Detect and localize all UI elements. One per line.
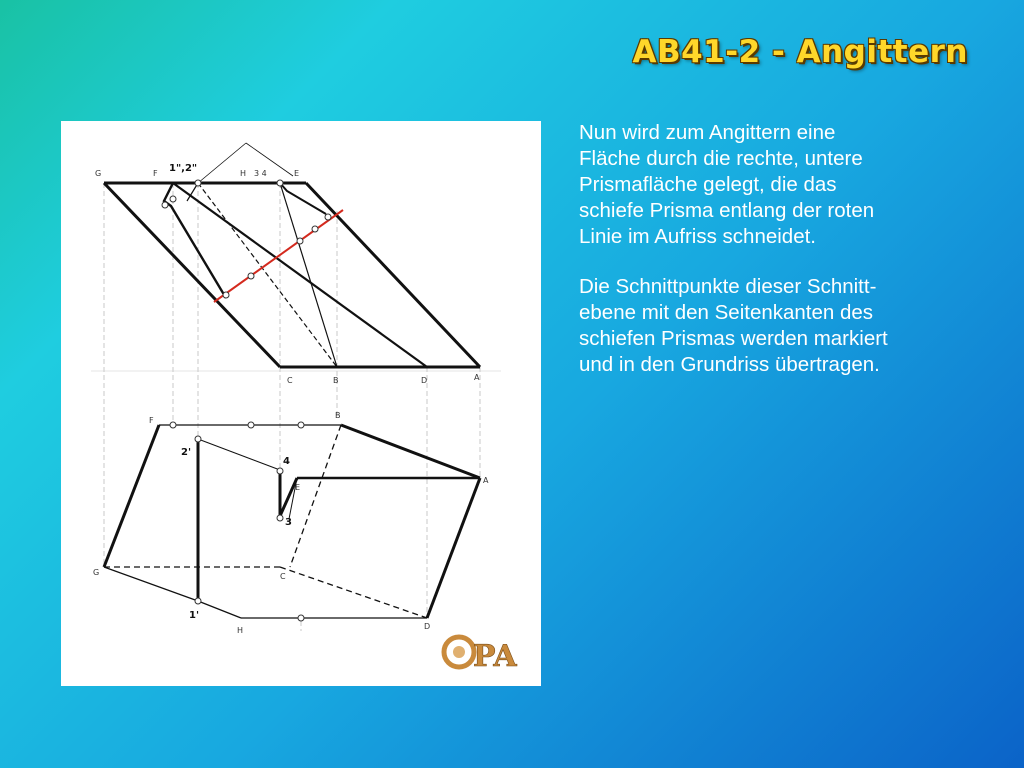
label-e-bottom: E — [295, 483, 301, 492]
label-f-top: F — [153, 169, 158, 178]
opa-logo — [444, 637, 517, 674]
label-b-top: B — [333, 376, 339, 385]
label-f-bottom: F — [149, 416, 154, 425]
label-d-top: D — [421, 376, 428, 385]
section-line-red — [214, 210, 343, 302]
label-d-bottom: D — [424, 622, 431, 631]
label-e-top: E — [294, 169, 300, 178]
label-1-bottom: 1' — [189, 610, 200, 621]
label-c-bottom: C — [280, 572, 286, 581]
label-4-bottom: 4 — [283, 456, 290, 467]
grundriss-view — [104, 425, 480, 618]
label-a-top: A — [474, 373, 480, 382]
slide-title: AB41-2 - Angittern — [632, 34, 968, 70]
reference-lines — [104, 183, 480, 631]
label-g-top: G — [95, 169, 102, 178]
label-a-bottom: A — [483, 476, 489, 485]
explanation-text — [579, 120, 979, 402]
prism-construction-svg — [61, 121, 541, 686]
label-2-bottom: 2' — [181, 447, 192, 458]
aufriss-view — [104, 143, 480, 367]
label-b-bottom: B — [335, 411, 341, 420]
logo-text: PA — [473, 639, 517, 674]
paragraph-2: Die Schnittpunkte dieser Schnitt- ebene mit den Seitenkanten des schiefen Prismas werden markiert und in den Grundriss übertragen. — [579, 275, 888, 376]
construction-drawing — [61, 121, 541, 686]
label-3-4-top: 3 4 — [254, 169, 267, 178]
label-h-top: H — [240, 169, 247, 178]
label-h-bottom: H — [237, 626, 244, 635]
label-c-top: C — [287, 376, 293, 385]
paragraph-1: Nun wird zum Angittern eine Fläche durch die rechte, untere Prismafläche gelegt, die das schiefe Prisma entlang der roten Linie im Aufriss schneidet. — [579, 121, 875, 248]
label-g-bottom: G — [93, 568, 100, 577]
label-1-2-top: 1",2" — [169, 163, 198, 174]
label-3-bottom: 3 — [285, 517, 292, 528]
